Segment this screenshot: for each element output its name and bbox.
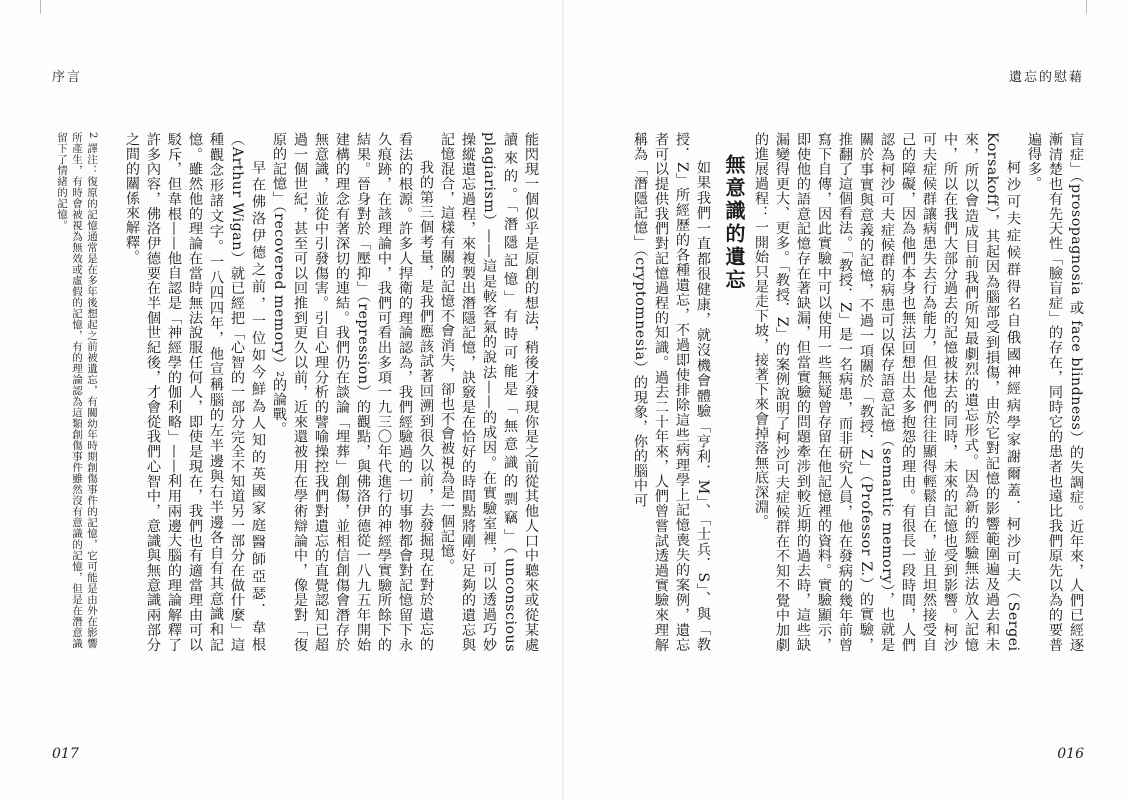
body-paragraph: 早在佛洛伊德之前，一位如今鮮為人知的英國家庭醫師亞瑟．韋根（Arthur Wigan）就已經把「心智的一部分完全不知道另一部分在做什麼」這種觀念形諸文字。一八四四年，他宣稱腦的左半邊與右半邊各自有其意識和記憶。雖然他的理論在當時無法說服任何人，即使是現在，我們也有適當理由可以駁斥，但韋根——他自認是「神經學的伽利略」——利用兩邊大腦的理論解釋了許多內容，佛洛伊德要在半個世紀後，才會從我們心智中，意識與無意識兩部分之間的關係來解釋。 <box>124 132 266 652</box>
body-paragraph: 盲症」（prosopagnosia 或 face blindness）的失調症。近年來，人們已經逐漸清楚也有先天性「臉盲症」的存在，同時它的患者也遠比我們原先以為的要普遍得多。 <box>1026 132 1084 652</box>
running-head-left: 序言 <box>52 70 83 85</box>
left-page-body <box>76 132 541 652</box>
body-paragraph: 柯沙可夫症候群得名自俄國神經病學家謝爾蓋．柯沙可夫（Sergei Korsakoff），其起因為腦部受到損傷，由於它對記憶的影響範圍遍及過去和未來，所以會造成目前我們所知最劇烈的遺忘形式。因為新的經驗無法放入記憶中，所以在我們大部分過去的記憶被抹去的同時，未來的記憶也受到影響。柯沙可夫症候群讓病患失去行為能力，但是他們往往顯得輕鬆自在，並且坦然接受自己的障礙，因為他們本身也無法回想出太多抱怨的理由。有很長一段時間，人們認為柯沙可夫症候群的病患可以保存語意記憶（semantic memory），也就是關於事實與意義的記憶，不過一項關於「教授．Z」（Professor Z.）的實驗，推翻了這個看法。「教授．Z」是一名病患，而非研究人員，他在發病的幾年前曾寫下自傳，因此實驗中可以使用一些無疑曾存留在他記憶裡的資料。實驗顯示，即使他的語意記憶存在著缺漏，但當實驗的問題牽涉到較近期的過去時，這些缺漏變得更大、更多。「教授．Z」的案例說明了柯沙可夫症候群在不知不覺中加劇的進展過程：一開始只是走下坡，接著下來會掉落無底深淵。 <box>753 132 1021 652</box>
body-paragraph: 如果我們一直都很健康，就沒機會體驗「亨利．M」、「士兵．S」、與「教授．Z」所經歷的各種遺忘，不過即使排除這些病理學上記憶喪失的案例，遺忘者可以提供我們對記憶過程的知識。過去二十年來，人們曾嘗試透過實驗來理解稱為「潛隱記憶」（cryptomnesia）的現象，你的腦中可 <box>632 132 711 652</box>
section-heading: 無意識的遺忘 <box>722 154 746 292</box>
crop-mark <box>40 0 41 14</box>
footnote-text: 譯注：復原的記憶通常是在多年後想起之前被遺忘，有關幼年時期創傷事件的記憶，它可能是由外在影響所產生，有時會被視為無效或虛假的記憶，有的理論認為這類創傷事件雖然沒有意識的記憶，但是在潛意識留下了情緒的記憶。 <box>56 132 98 649</box>
page-number-right: 016 <box>1057 746 1084 762</box>
page-number-left: 017 <box>52 746 79 762</box>
footnote-ref[interactable]: 2 <box>274 371 284 378</box>
book-gutter <box>562 0 564 800</box>
body-paragraph: 能閃現一個似乎是原創的想法，稍後才發現你是之前從其他人口中聽來或從某處讀來的。「潛隱記憶」有時可能是「無意識的剽竊」（unconscious plagiarism）——這是較客氣的說法——的成因。在實驗室裡，可以透過巧妙操縱遺忘過程，來複製出潛隱記憶，訣竅是在恰好的時間點將剛好足夠的遺忘與記憶混合，這樣有關的記憶不會消失，卻也不會被視為是一個記憶。 <box>439 132 539 652</box>
right-page <box>563 0 1126 800</box>
footnote <box>52 132 100 652</box>
running-head-right: 遺忘的慰藉 <box>1008 70 1084 85</box>
body-text: 的論戰。 <box>271 377 287 437</box>
crop-mark <box>1086 0 1087 14</box>
body-text: 我的第三個考量，是我們應該試著回溯到很久以前，去發掘現在對於遺忘的看法的根源。許多人捍衛的理論認為，我們經驗過的一切事物都會對記憶留下永久痕跡，在該理論中，我們可看出多項一九三〇年代進行的神經學實驗所餘下的結果。晉身對於「壓抑」（repression）的觀點，與佛洛伊德從一八九五年開始建構的理念有著深切的連結。我們仍在談論「埋葬」創傷，並相信創傷會潛存於無意識，並從中引發傷害。引自心理分析的譬喻操控我們對遺忘的直覺認知已超過一個世紀，甚至可以回推到更久以前，近來還被用在學術辯論中，像是對「復原的記憶」（recovered memory） <box>271 132 434 652</box>
footnote-number: 2 <box>87 132 98 139</box>
body-paragraph <box>268 132 436 652</box>
right-page-body <box>631 132 1086 652</box>
